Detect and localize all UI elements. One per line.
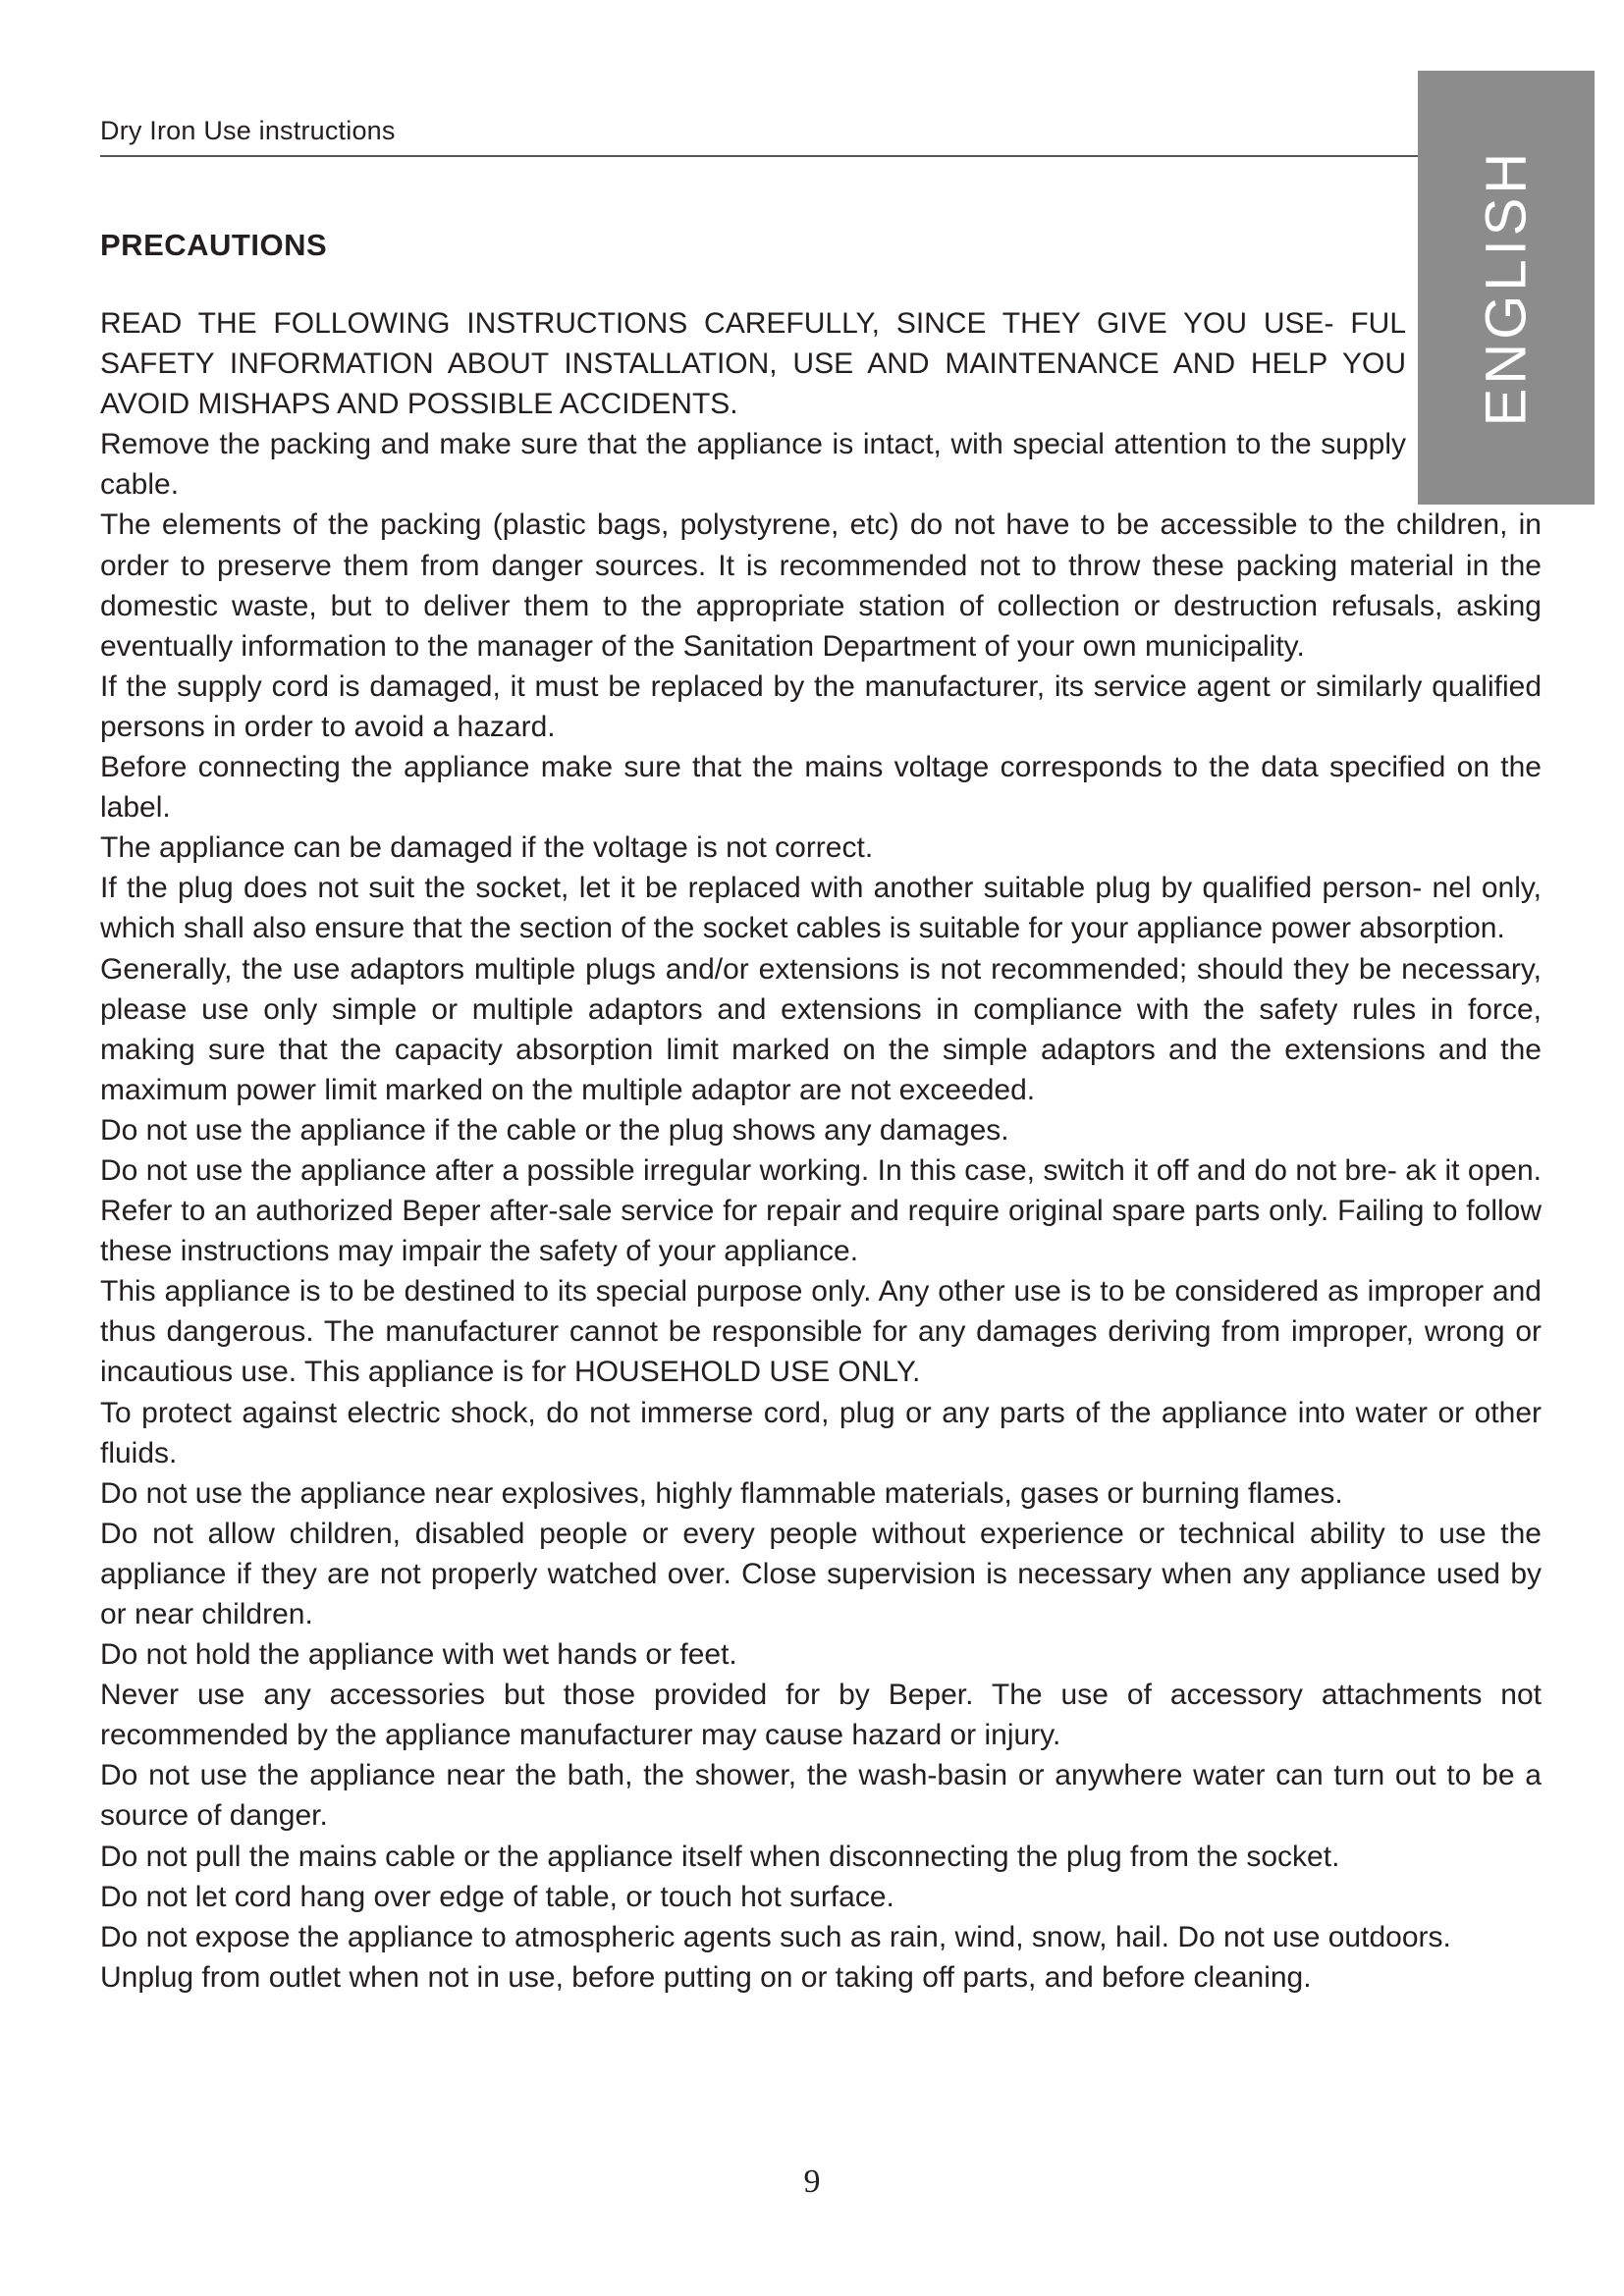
section-title: PRECAUTIONS xyxy=(100,228,328,262)
paragraph: Do not use the appliance if the cable or the plug shows any damages. xyxy=(100,1113,1009,1147)
page-number: 9 xyxy=(803,2163,821,2200)
paragraph: Do not pull the mains cable or the appliance itself when disconnecting the plug from the socket. xyxy=(100,1840,1340,1873)
paragraph: To protect against electric shock, do not immerse cord, plug or any parts of the appliance into water or other fluids. xyxy=(100,1396,1542,1469)
precautions-body xyxy=(100,303,1542,1998)
paragraph: Do not expose the appliance to atmospheric agents such as rain, wind, snow, hail. Do not use outdoors. xyxy=(100,1920,1451,1953)
paragraph: Do not use the appliance after a possible irregular working. In this case, switch it off and do not bre- ak it open. Refer to an authorized Beper after-sale service for repair and require original spare parts only. Failing to follow these instructions may impair the safety of your appliance. xyxy=(100,1153,1542,1268)
paragraph: The elements of the packing (plastic bags, polystyrene, etc) do not have to be accessible to the children, in order to preserve them from danger sources. It is recommended not to throw these packing material in the domestic waste, but to deliver them to the appropriate station of collection or destruction refusals, asking eventually information to the manager of the Sanitation Department of your own municipality. xyxy=(100,508,1542,663)
paragraph: Remove the packing and make sure that the appliance is intact, with special attention to the supply cable. xyxy=(100,428,1406,502)
header-divider xyxy=(100,155,1418,157)
page-header-title: Dry Iron Use instructions xyxy=(100,116,396,145)
paragraph: Do not let cord hang over edge of table, or touch hot surface. xyxy=(100,1880,894,1913)
paragraph: The appliance can be damaged if the voltage is not correct. xyxy=(100,831,874,865)
paragraph: Before connecting the appliance make sure that the mains voltage corresponds to the data specified on the label. xyxy=(100,751,1542,825)
paragraph: Never use any accessories but those provided for by Beper. The use of accessory attachments not recommended by the appliance manufacturer may cause hazard or injury. xyxy=(100,1679,1542,1752)
paragraph: Do not allow children, disabled people or every people without experience or technical ability to use the appliance if they are not properly watched over. Close supervision is necessary when any appliance used by or near children. xyxy=(100,1517,1542,1630)
paragraph: Do not use the appliance near explosives, highly flammable materials, gases or burning flames. xyxy=(100,1476,1343,1510)
paragraph: If the plug does not suit the socket, let it be replaced with another suitable plug by qualified person- nel only, which shall also ensure that the section of the socket cables is suitable for your appliance power absorption. xyxy=(100,872,1542,945)
paragraph-intro: READ THE FOLLOWING INSTRUCTIONS CAREFULLY, SINCE THEY GIVE YOU USE- FUL SAFETY INFORMATION ABOUT INSTALLATION, USE AND MAINTENANCE AND HELP YOU AVOID MISHAPS AND POSSIBLE ACCIDENTS. xyxy=(100,307,1406,421)
paragraph: If the supply cord is damaged, it must be replaced by the manufacturer, its service agent or similarly qualified persons in order to avoid a hazard. xyxy=(100,669,1542,743)
paragraph: Unplug from outlet when not in use, before putting on or taking off parts, and before cleaning. xyxy=(100,1960,1312,1994)
paragraph: This appliance is to be destined to its special purpose only. Any other use is to be considered as improper and thus dangerous. The manufacturer cannot be responsible for any damages deriving from improper, wrong or incautious use. This appliance is for HOUSEHOLD USE ONLY. xyxy=(100,1275,1542,1389)
paragraph: Do not use the appliance near the bath, the shower, the wash-basin or anywhere water can turn out to be a source of danger. xyxy=(100,1759,1542,1833)
paragraph: Do not hold the appliance with wet hands or feet. xyxy=(100,1638,737,1672)
paragraph: Generally, the use adaptors multiple plugs and/or extensions is not recommended; should they be necessary, please use only simple or multiple adaptors and extensions in compliance with the safety rules in force, making sure that the capacity absorption limit marked on the simple adaptors and the extensions and the maximum power limit marked on the multiple adaptor are not exceeded. xyxy=(100,952,1542,1106)
language-tab-label: ENGLISH xyxy=(1474,148,1539,427)
